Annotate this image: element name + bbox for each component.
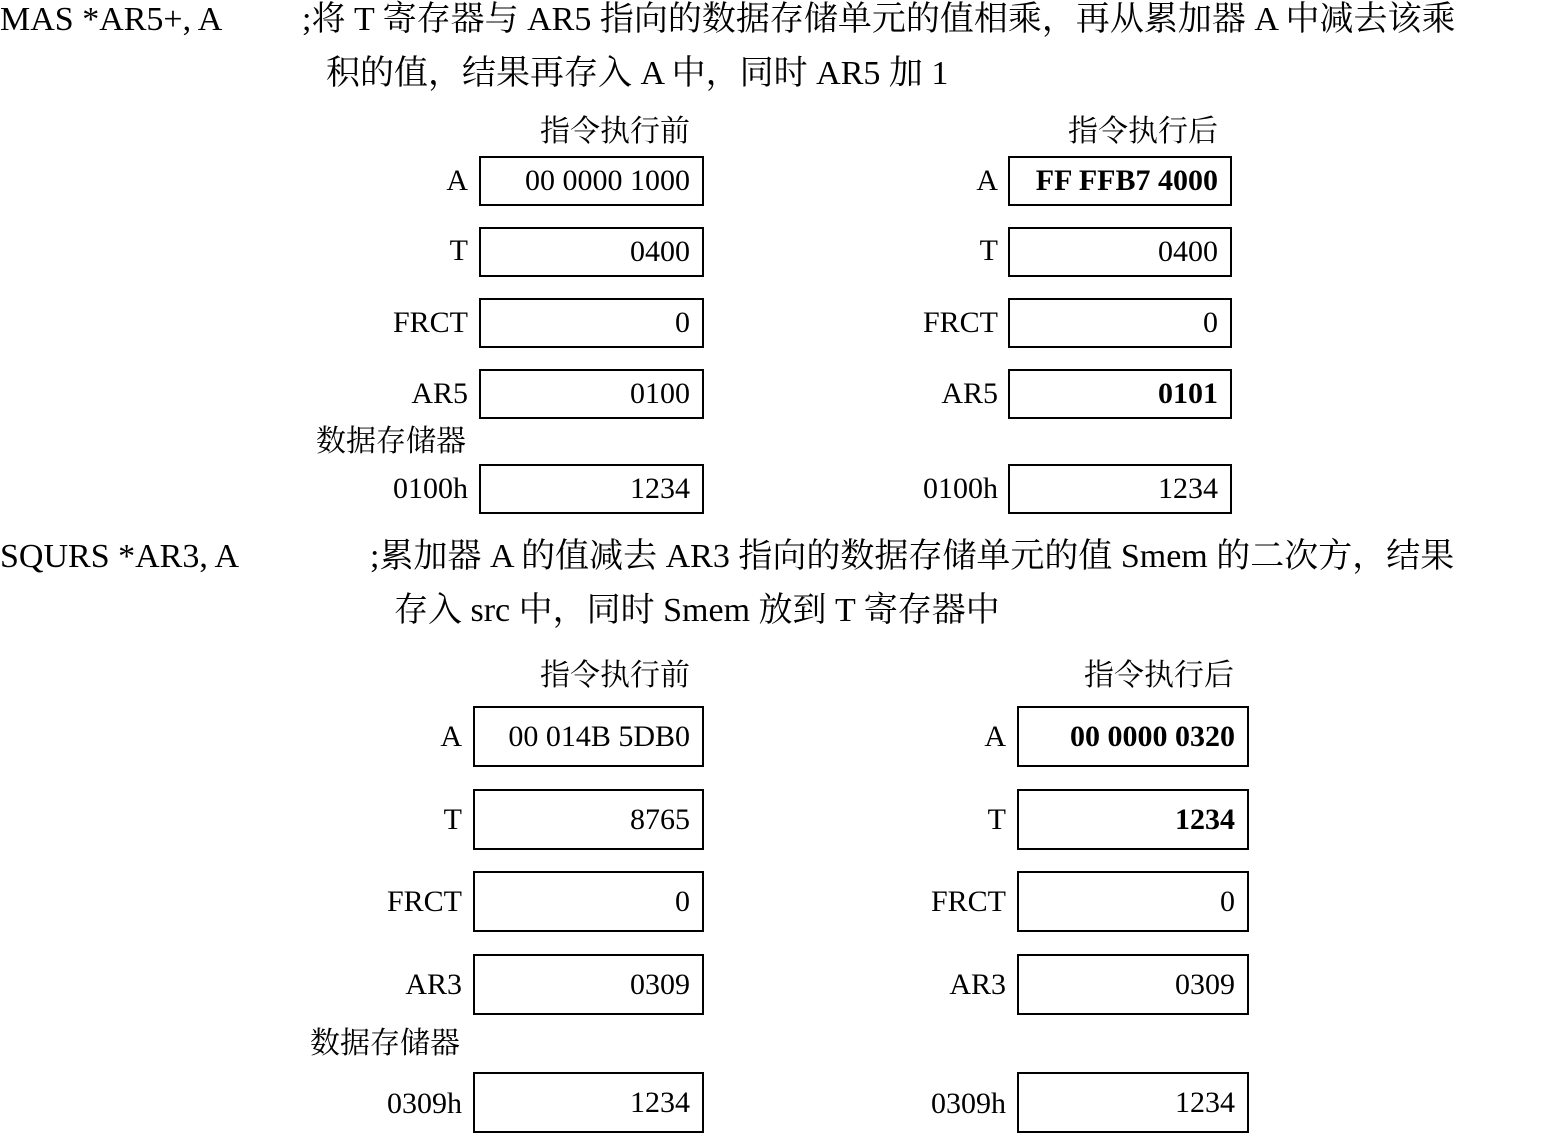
register-box-frct-after: [1017, 871, 1249, 932]
register-value: 0: [1203, 306, 1218, 339]
register-value: 1234: [1175, 802, 1235, 836]
register-label-ar5-after: AR5: [941, 377, 998, 410]
memory-box-before: [473, 1072, 704, 1133]
register-box-t-before: [479, 227, 704, 277]
register-label-frct-before: FRCT: [386, 885, 462, 918]
register-value: 0101: [1158, 377, 1218, 410]
register-box-ar5-before: [479, 369, 704, 419]
memory-label-before: 0309h: [387, 1087, 462, 1120]
register-label-ar3-after: AR3: [949, 968, 1006, 1001]
memory-value: 1234: [1175, 1085, 1235, 1119]
before-heading: 指令执行前: [540, 659, 690, 692]
memory-box-after: [1017, 1072, 1249, 1133]
register-box-a-before: [473, 706, 704, 767]
register-box-frct-before: [479, 298, 704, 348]
register-label-ar3-before: AR3: [405, 968, 462, 1001]
register-value: 8765: [630, 802, 690, 836]
register-value: 0: [675, 884, 690, 918]
register-label-frct-after: FRCT: [922, 306, 998, 339]
register-value: 0100: [630, 377, 690, 410]
after-heading: 指令执行后: [1068, 115, 1218, 148]
memory-box-before: [479, 464, 704, 514]
description-line-1: ;将 T 寄存器与 AR5 指向的数据存储单元的值相乘，再从累加器 A 中减去该乘: [302, 1, 1456, 38]
register-box-frct-before: [473, 871, 704, 932]
memory-heading: 数据存储器: [310, 1027, 460, 1060]
register-label-a-before: A: [446, 164, 468, 197]
register-value: 00 0000 1000: [525, 164, 690, 197]
description-line-2: 积的值，结果再存入 A 中，同时 AR5 加 1: [326, 55, 949, 92]
description-line-2: 存入 src 中，同时 Smem 放到 T 寄存器中: [394, 592, 1000, 629]
after-heading: 指令执行后: [1084, 659, 1234, 692]
register-box-a-after: [1017, 706, 1249, 767]
register-value: FF FFB7 4000: [1035, 164, 1218, 197]
memory-box-after: [1008, 464, 1232, 514]
register-label-a-before: A: [440, 720, 462, 753]
register-value: 0309: [630, 967, 690, 1001]
register-value: 00 0000 0320: [1070, 719, 1235, 753]
instruction-mas: MAS *AR5+, A: [0, 1, 223, 38]
register-box-ar5-after: [1008, 369, 1232, 419]
register-label-t-after: T: [987, 803, 1006, 836]
register-box-ar3-before: [473, 954, 704, 1015]
memory-heading: 数据存储器: [316, 425, 466, 458]
register-label-ar5-before: AR5: [411, 377, 468, 410]
register-value: 00 014B 5DB0: [508, 719, 690, 753]
register-label-a-after: A: [976, 164, 998, 197]
register-label-frct-before: FRCT: [392, 306, 468, 339]
memory-label-after: 0309h: [931, 1087, 1006, 1120]
register-value: 0400: [1158, 235, 1218, 268]
register-box-t-after: [1017, 789, 1249, 850]
register-value: 0309: [1175, 967, 1235, 1001]
register-label-a-after: A: [984, 720, 1006, 753]
register-box-a-before: [479, 156, 704, 206]
memory-label-after: 0100h: [923, 472, 998, 505]
register-value: 0: [675, 306, 690, 339]
register-box-frct-after: [1008, 298, 1232, 348]
memory-value: 1234: [630, 1085, 690, 1119]
register-box-a-after: [1008, 156, 1232, 206]
register-box-ar3-after: [1017, 954, 1249, 1015]
before-heading: 指令执行前: [540, 115, 690, 148]
register-value: 0: [1220, 884, 1235, 918]
register-label-t-after: T: [979, 234, 998, 267]
register-box-t-after: [1008, 227, 1232, 277]
instruction-squrs: SQURS *AR3, A: [0, 538, 240, 575]
memory-label-before: 0100h: [393, 472, 468, 505]
memory-value: 1234: [1158, 472, 1218, 505]
memory-value: 1234: [630, 472, 690, 505]
register-label-t-before: T: [449, 234, 468, 267]
register-box-t-before: [473, 789, 704, 850]
register-label-frct-after: FRCT: [930, 885, 1006, 918]
register-value: 0400: [630, 235, 690, 268]
register-label-t-before: T: [443, 803, 462, 836]
description-line-1: ;累加器 A 的值减去 AR3 指向的数据存储单元的值 Smem 的二次方，结果: [370, 538, 1455, 575]
